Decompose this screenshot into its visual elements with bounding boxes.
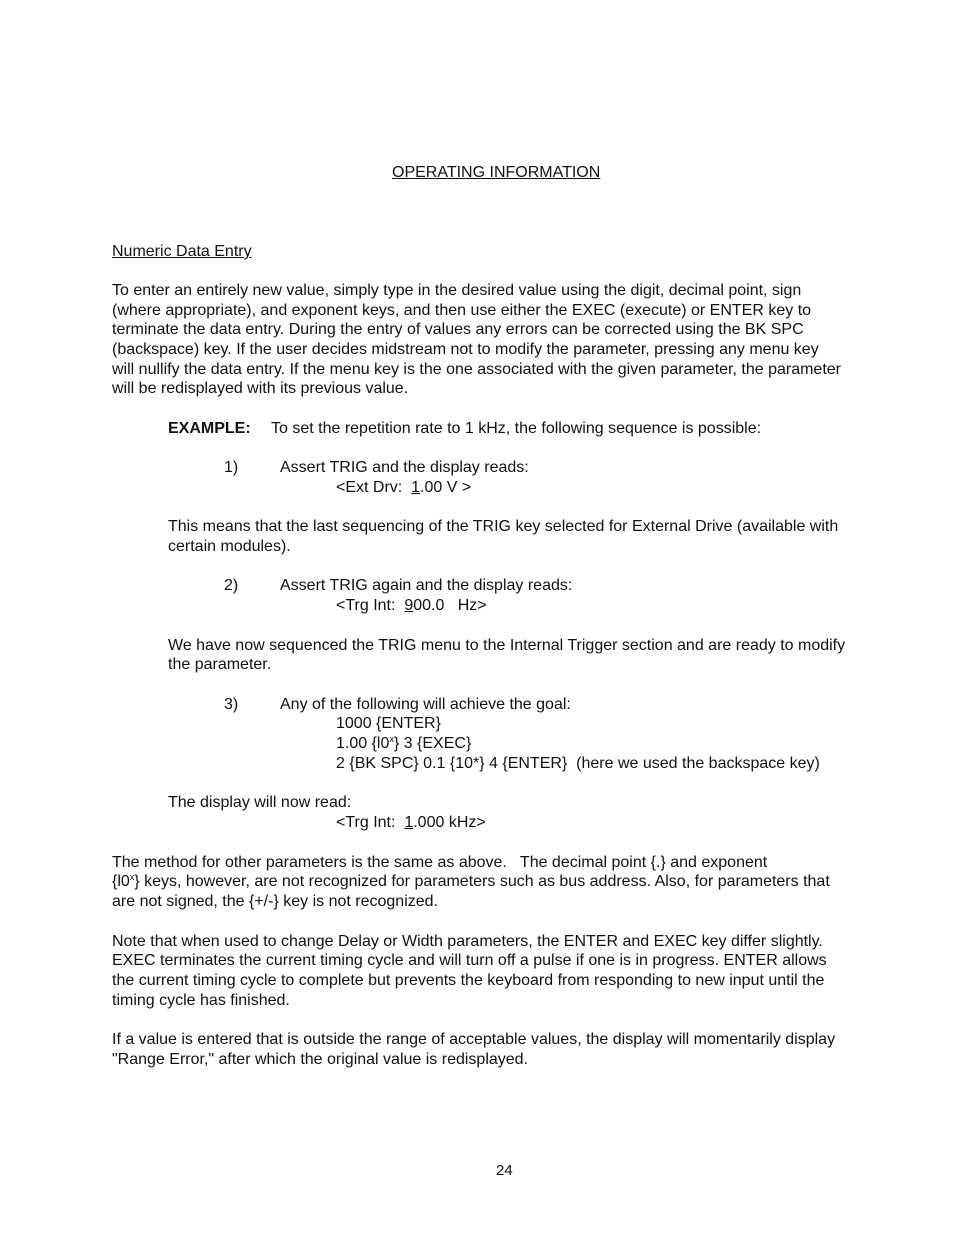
paragraph-line: Note that when used to change Delay or Width parameters, the ENTER and EXEC key differ slightly. — [112, 933, 823, 950]
sequence-text: 1.00 {l0 — [336, 735, 390, 752]
step-text: Assert TRIG again and the display reads: — [280, 577, 573, 594]
cursor-digit: 1 — [404, 814, 414, 831]
section-heading: Numeric Data Entry — [112, 243, 252, 260]
paragraph-line: "Range Error," after which the original value is redisplayed. — [112, 1051, 529, 1068]
display-text: 00.0 Hz> — [413, 597, 487, 614]
paragraph-line: The method for other parameters is the same as above. The decimal point {.} and exponent — [112, 854, 768, 871]
key-sequence — [336, 734, 471, 754]
example-label: EXAMPLE: — [168, 420, 251, 437]
step-number: 2) — [224, 577, 239, 594]
result-text: The display will now read: — [168, 794, 352, 811]
paragraph-line: will be redisplayed with its previous value. — [112, 380, 409, 397]
sequence-text: } 3 {EXEC} — [393, 735, 472, 752]
cursor-digit: 1 — [411, 479, 421, 496]
line-text: } keys, however, are not recognized for parameters such as bus address. Also, for parameters that — [134, 873, 830, 890]
paragraph-line: (where appropriate), and exponent keys, and then use either the EXEC (execute) or ENTER key to — [112, 302, 812, 319]
display-readout — [336, 478, 471, 498]
step-number: 3) — [224, 696, 239, 713]
example-text: To set the repetition rate to 1 kHz, the following sequence is possible: — [271, 420, 762, 437]
page-number: 24 — [496, 1162, 513, 1179]
paragraph-line: EXEC terminates the current timing cycle and will turn off a pulse if one is in progress. ENTER allows — [112, 952, 827, 969]
display-readout — [336, 813, 486, 833]
paragraph-line: This means that the last sequencing of the TRIG key selected for External Drive (available with — [168, 518, 839, 535]
paragraph-line: the current timing cycle to complete but prevents the keyboard from responding to new input until the — [112, 972, 825, 989]
cursor-digit: 9 — [404, 597, 414, 614]
step-text: Any of the following will achieve the goal: — [280, 696, 571, 713]
step-number: 1) — [224, 459, 239, 476]
paragraph-line: To enter an entirely new value, simply type in the desired value using the digit, decimal point, sign — [112, 282, 802, 299]
exponent-superscript: x — [389, 734, 394, 744]
display-readout — [336, 596, 487, 616]
paragraph-line: are not signed, the {+/-} key is not recognized. — [112, 893, 438, 910]
key-sequence: 1000 {ENTER} — [336, 715, 441, 732]
display-text: <Ext Drv: — [336, 479, 412, 496]
paragraph-line: If a value is entered that is outside the range of acceptable values, the display will momentarily display — [112, 1031, 836, 1048]
paragraph-line: terminate the data entry. During the entry of values any errors can be corrected using the BK SPC — [112, 321, 804, 338]
key-sequence: 2 {BK SPC} 0.1 {10*} 4 {ENTER} (here we used the backspace key) — [336, 755, 820, 772]
paragraph-line: We have now sequenced the TRIG menu to the Internal Trigger section and are ready to modify — [168, 637, 846, 654]
display-text: .000 kHz> — [413, 814, 486, 831]
paragraph-line: the parameter. — [168, 656, 272, 673]
display-text: .00 V > — [420, 479, 472, 496]
paragraph-line: (backspace) key. If the user decides midstream not to modify the parameter, pressing any menu key — [112, 341, 819, 358]
display-text: <Trg Int: — [336, 814, 405, 831]
page-title: OPERATING INFORMATION — [392, 164, 601, 181]
paragraph-line: timing cycle has finished. — [112, 992, 290, 1009]
paragraph-line: certain modules). — [168, 538, 291, 555]
line-text: {l0 — [112, 873, 130, 890]
step-text: Assert TRIG and the display reads: — [280, 459, 529, 476]
display-text: <Trg Int: — [336, 597, 405, 614]
exponent-superscript: x — [129, 872, 135, 882]
paragraph-line — [112, 872, 830, 892]
paragraph-line: will nullify the data entry. If the menu key is the one associated with the given parameter, the parameter — [112, 361, 841, 378]
